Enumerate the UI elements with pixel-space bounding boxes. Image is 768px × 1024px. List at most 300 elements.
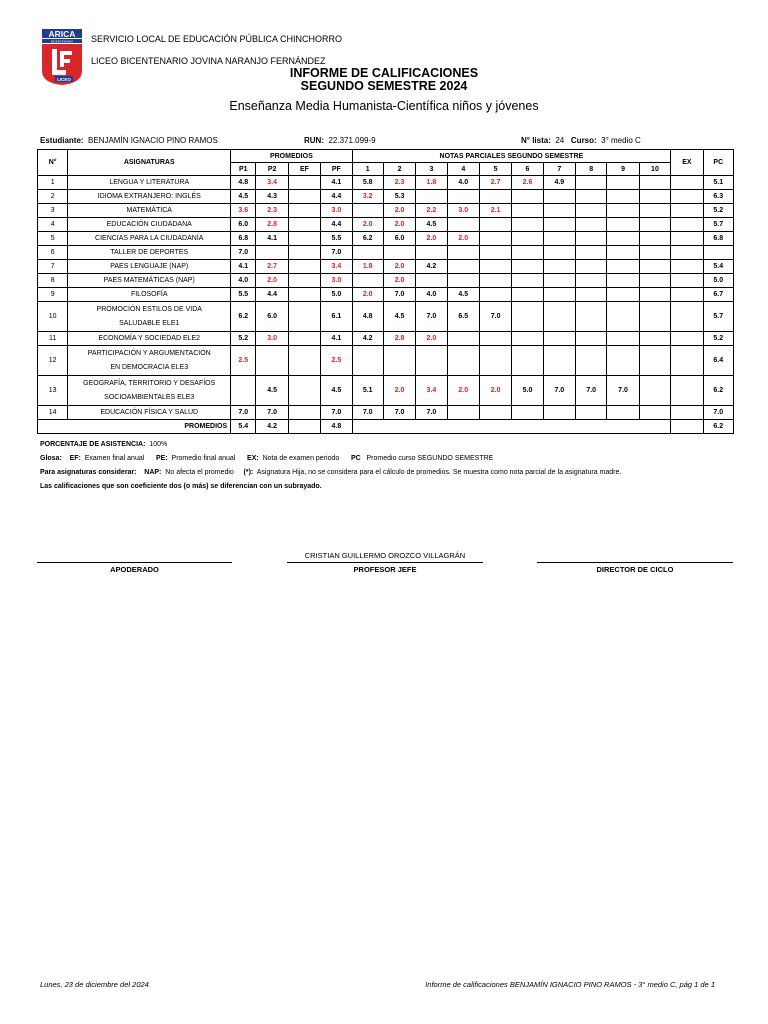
grade-ex	[671, 232, 703, 246]
total-empty-cell	[639, 420, 670, 434]
subject-name-line: PAES LENGUAJE (NAP)	[110, 263, 189, 270]
partial-grade-5: 2.1	[479, 204, 511, 218]
partial-grade-8	[576, 232, 607, 246]
partial-grade-1	[352, 274, 383, 288]
grade-ef	[288, 376, 320, 406]
grade-pc: 5.7	[703, 218, 733, 232]
row-number: 5	[38, 232, 68, 246]
partial-grade-1: 6.2	[352, 232, 383, 246]
partial-grade-4: 6.5	[447, 302, 479, 332]
glosa-key-pc: PC	[350, 455, 361, 462]
totals-label: PROMEDIOS	[38, 420, 231, 434]
partial-grade-8	[576, 346, 607, 376]
grade-pc: 5.1	[703, 176, 733, 190]
student-name-label: Estudiante:	[40, 136, 84, 145]
partial-grade-8	[576, 260, 607, 274]
total-p1: 5.4	[231, 420, 256, 434]
partial-grade-1: 7.0	[352, 406, 383, 420]
partial-grade-4: 2.0	[447, 232, 479, 246]
partial-grade-9	[607, 302, 639, 332]
col-header-nota-10: 10	[639, 163, 670, 176]
table-row	[38, 376, 734, 406]
grade-p2	[256, 246, 288, 260]
grade-p1: 5.5	[231, 288, 256, 302]
partial-grade-9	[607, 406, 639, 420]
grade-p2: 2.0	[256, 274, 288, 288]
grade-ex	[671, 274, 703, 288]
grade-p2: 2.3	[256, 204, 288, 218]
partial-grade-8	[576, 190, 607, 204]
partial-grade-9	[607, 218, 639, 232]
partial-grade-2: 7.0	[383, 406, 415, 420]
grade-pf: 4.4	[321, 190, 352, 204]
subject-name-line: TALLER DE DEPORTES	[110, 249, 189, 256]
grade-ex	[671, 376, 703, 406]
partial-grade-8	[576, 274, 607, 288]
partial-grade-3: 3.4	[416, 376, 447, 406]
total-empty-cell	[607, 420, 639, 434]
org-name-2: LICEO BICENTENARIO JOVINA NARANJO FERNÁNDEZ	[91, 56, 326, 66]
col-header-ex: EX	[671, 150, 703, 176]
totals-row	[38, 420, 734, 434]
grade-ef	[288, 274, 320, 288]
total-p2: 4.2	[256, 420, 288, 434]
table-row	[38, 218, 734, 232]
subject-name	[68, 190, 231, 204]
grade-pf: 4.5	[321, 376, 352, 406]
subject-name	[68, 274, 231, 288]
grade-pc: 5.0	[703, 274, 733, 288]
subject-name-line: LENGUA Y LITERATURA	[109, 179, 190, 186]
teacher-name: CRISTIAN GUILLERMO OROZCO VILLAGRÁN	[304, 551, 466, 560]
partial-grade-5	[479, 246, 511, 260]
partial-grade-4	[447, 332, 479, 346]
partial-grade-1: 1.8	[352, 260, 383, 274]
student-run: 22.371.099-9	[328, 136, 376, 145]
student-run-row	[304, 136, 376, 145]
row-number: 9	[38, 288, 68, 302]
partial-grade-8	[576, 332, 607, 346]
subject-name	[68, 232, 231, 246]
partial-grade-8	[576, 204, 607, 218]
signature-label-profesor: PROFESOR JEFE	[353, 565, 417, 574]
partial-grade-3	[416, 346, 447, 376]
table-row	[38, 190, 734, 204]
row-number: 12	[38, 346, 68, 376]
partial-grade-2: 4.5	[383, 302, 415, 332]
col-header-pc: PC	[703, 150, 733, 176]
glosa-line	[40, 455, 493, 462]
partial-grade-1: 3.2	[352, 190, 383, 204]
partial-grade-10	[639, 406, 670, 420]
attendance-value: 100%	[149, 441, 168, 448]
table-row	[38, 246, 734, 260]
col-header-subject: ASIGNATURAS	[68, 150, 231, 176]
total-empty-cell	[576, 420, 607, 434]
partial-grade-4	[447, 274, 479, 288]
partial-grade-7	[543, 232, 575, 246]
partial-grade-8	[576, 288, 607, 302]
total-empty-cell	[352, 420, 383, 434]
partial-grade-6	[512, 190, 543, 204]
row-number: 8	[38, 274, 68, 288]
student-name-row	[40, 136, 218, 145]
partial-grade-9: 7.0	[607, 376, 639, 406]
grade-ef	[288, 246, 320, 260]
partial-grade-4	[447, 246, 479, 260]
partial-grade-7	[543, 218, 575, 232]
row-number: 11	[38, 332, 68, 346]
partial-grade-6	[512, 302, 543, 332]
grade-pf: 4.1	[321, 332, 352, 346]
partial-grade-4	[447, 190, 479, 204]
partial-grade-1	[352, 246, 383, 260]
partial-grade-10	[639, 332, 670, 346]
grade-pc: 6.4	[703, 346, 733, 376]
partial-grade-6	[512, 332, 543, 346]
subject-name-line: ECONOMÍA Y SOCIEDAD ELE2	[98, 335, 201, 342]
subject-name-line: SOCIOAMBIENTALES ELE3	[104, 393, 195, 401]
grade-p2	[256, 346, 288, 376]
grade-pc: 5.2	[703, 204, 733, 218]
partial-grade-5	[479, 346, 511, 376]
signature-line-director	[537, 562, 733, 563]
grade-p2: 4.5	[256, 376, 288, 406]
partial-grade-9	[607, 346, 639, 376]
partial-grade-5	[479, 218, 511, 232]
col-header-p2: P2	[256, 163, 288, 176]
partial-grade-2: 2.8	[383, 332, 415, 346]
partial-grade-3	[416, 190, 447, 204]
grade-p2: 3.0	[256, 332, 288, 346]
grade-pf: 6.1	[321, 302, 352, 332]
partial-grade-10	[639, 274, 670, 288]
partial-grade-3: 4.5	[416, 218, 447, 232]
signature-line-apoderado	[37, 562, 232, 563]
col-header-num: N°	[38, 150, 68, 176]
subject-name	[68, 376, 231, 406]
grade-ex	[671, 190, 703, 204]
student-course: 3° medio C	[601, 136, 641, 145]
grade-ex	[671, 204, 703, 218]
grade-pf: 3.0	[321, 204, 352, 218]
student-list-row	[521, 136, 641, 145]
partial-grade-2: 5.3	[383, 190, 415, 204]
partial-grade-3: 7.0	[416, 302, 447, 332]
grade-pf: 3.4	[321, 260, 352, 274]
row-number: 6	[38, 246, 68, 260]
grade-ef	[288, 218, 320, 232]
grade-ex	[671, 332, 703, 346]
subject-name-line: IDIOMA EXTRANJERO: INGLÉS	[97, 193, 201, 200]
grade-pc: 5.2	[703, 332, 733, 346]
nap-value: No afecta el promedio	[165, 469, 234, 476]
col-header-nota-9: 9	[607, 163, 639, 176]
grade-ef	[288, 232, 320, 246]
grade-p1: 6.8	[231, 232, 256, 246]
col-header-pf: PF	[321, 163, 352, 176]
consider-label: Para asignaturas considerar:	[40, 469, 137, 476]
row-number: 1	[38, 176, 68, 190]
partial-grade-5	[479, 260, 511, 274]
grade-p2: 2.8	[256, 218, 288, 232]
subject-name-line: FILOSOFÍA	[130, 291, 168, 298]
partial-grade-7	[543, 204, 575, 218]
grade-p2: 3.4	[256, 176, 288, 190]
grade-ef	[288, 190, 320, 204]
grade-ex	[671, 288, 703, 302]
grade-ef	[288, 346, 320, 376]
row-number: 10	[38, 302, 68, 332]
partial-grade-10	[639, 176, 670, 190]
partial-grade-4	[447, 346, 479, 376]
grade-p1: 7.0	[231, 406, 256, 420]
attendance-label: PORCENTAJE DE ASISTENCIA:	[40, 441, 146, 448]
partial-grade-7	[543, 190, 575, 204]
total-pf: 4.8	[321, 420, 352, 434]
partial-grade-1: 4.8	[352, 302, 383, 332]
partial-grade-10	[639, 346, 670, 376]
grade-p1: 5.2	[231, 332, 256, 346]
table-row	[38, 302, 734, 332]
grade-ef	[288, 406, 320, 420]
partial-grade-8	[576, 302, 607, 332]
col-header-nota-4: 4	[447, 163, 479, 176]
partial-grade-3: 4.2	[416, 260, 447, 274]
grade-p1: 4.5	[231, 190, 256, 204]
grades-table	[37, 149, 734, 434]
partial-grade-6	[512, 274, 543, 288]
partial-grade-7	[543, 288, 575, 302]
partial-grade-5	[479, 406, 511, 420]
grade-p2: 6.0	[256, 302, 288, 332]
partial-grade-10	[639, 218, 670, 232]
partial-grade-1: 5.8	[352, 176, 383, 190]
grade-pf: 4.4	[321, 218, 352, 232]
grade-ex	[671, 246, 703, 260]
student-name: BENJAMÍN IGNACIO PINO RAMOS	[88, 136, 218, 145]
partial-grade-9	[607, 190, 639, 204]
glosa-value-ef: Examen final anual	[84, 455, 145, 462]
row-number: 3	[38, 204, 68, 218]
grade-p1: 6.2	[231, 302, 256, 332]
subject-name	[68, 218, 231, 232]
total-empty-cell	[512, 420, 543, 434]
grade-ex	[671, 176, 703, 190]
grade-pc: 5.4	[703, 260, 733, 274]
list-label: N° lista:	[521, 136, 551, 145]
col-header-nota-3: 3	[416, 163, 447, 176]
partial-grade-7	[543, 332, 575, 346]
glosa-label: Glosa:	[40, 455, 62, 462]
total-empty-cell	[543, 420, 575, 434]
signature-label-director: DIRECTOR DE CICLO	[596, 565, 674, 574]
partial-grade-2: 6.0	[383, 232, 415, 246]
partial-grade-3: 2.2	[416, 204, 447, 218]
partial-grade-5: 2.0	[479, 376, 511, 406]
partial-grade-4	[447, 406, 479, 420]
grade-pf: 4.1	[321, 176, 352, 190]
subject-name-line: PARTICIPACIÓN Y ARGUMENTACIÓN	[87, 349, 211, 357]
grade-p2: 7.0	[256, 406, 288, 420]
grade-ex	[671, 218, 703, 232]
total-empty-cell	[447, 420, 479, 434]
partial-grade-1: 2.0	[352, 218, 383, 232]
partial-grade-3	[416, 246, 447, 260]
grade-p1	[231, 376, 256, 406]
subject-name-line: MATEMÁTICA	[126, 207, 172, 214]
org-name-1: SERVICIO LOCAL DE EDUCACIÓN PÚBLICA CHINCHORRO	[91, 34, 343, 44]
partial-grade-9	[607, 232, 639, 246]
partial-grade-6	[512, 288, 543, 302]
partial-grade-7	[543, 406, 575, 420]
col-header-nota-8: 8	[576, 163, 607, 176]
table-row	[38, 406, 734, 420]
partial-grade-3: 4.0	[416, 288, 447, 302]
partial-grade-6	[512, 218, 543, 232]
partial-grade-4: 3.0	[447, 204, 479, 218]
grade-pc: 6.3	[703, 190, 733, 204]
partial-grade-7: 7.0	[543, 376, 575, 406]
partial-grade-2: 2.0	[383, 274, 415, 288]
svg-text:BICENTENARIO: BICENTENARIO	[50, 39, 74, 44]
grade-pf: 2.5	[321, 346, 352, 376]
grade-p2: 2.7	[256, 260, 288, 274]
col-header-nota-7: 7	[543, 163, 575, 176]
glosa-value-ex: Nota de examen periodo	[262, 455, 340, 462]
grade-p1: 4.1	[231, 260, 256, 274]
col-header-nota-2: 2	[383, 163, 415, 176]
partial-grade-7	[543, 346, 575, 376]
partial-grade-2	[383, 246, 415, 260]
partial-grade-8: 7.0	[576, 376, 607, 406]
grade-p2: 4.4	[256, 288, 288, 302]
partial-grade-1	[352, 204, 383, 218]
grade-pc: 7.0	[703, 406, 733, 420]
total-empty-cell	[416, 420, 447, 434]
report-title: INFORME DE CALIFICACIONES	[289, 66, 479, 80]
partial-grade-9	[607, 176, 639, 190]
grade-p2: 4.3	[256, 190, 288, 204]
glosa-key-ef: EF:	[69, 455, 81, 462]
partial-grade-10	[639, 232, 670, 246]
partial-grade-6	[512, 204, 543, 218]
student-list-number: 24	[555, 136, 565, 145]
subject-name	[68, 346, 231, 376]
grade-pf: 5.0	[321, 288, 352, 302]
consider-line	[40, 469, 621, 476]
partial-grade-10	[639, 204, 670, 218]
partial-grade-6	[512, 260, 543, 274]
grade-ef	[288, 302, 320, 332]
subject-name	[68, 260, 231, 274]
partial-grade-5: 7.0	[479, 302, 511, 332]
signature-label-apoderado: APODERADO	[110, 565, 159, 574]
partial-grade-3	[416, 274, 447, 288]
partial-grade-2: 2.0	[383, 260, 415, 274]
partial-grade-7	[543, 260, 575, 274]
total-empty-cell	[479, 420, 511, 434]
row-number: 4	[38, 218, 68, 232]
partial-grade-9	[607, 288, 639, 302]
partial-grade-10	[639, 246, 670, 260]
grade-p2: 4.1	[256, 232, 288, 246]
partial-grade-4: 4.5	[447, 288, 479, 302]
report-semester: SEGUNDO SEMESTRE 2024	[300, 79, 468, 93]
table-row	[38, 232, 734, 246]
col-header-ef: EF	[288, 163, 320, 176]
partial-grade-5	[479, 232, 511, 246]
subject-name-line: PAES MATEMÁTICAS (NAP)	[103, 277, 195, 284]
total-pc: 6.2	[703, 420, 733, 434]
col-header-promedios: PROMEDIOS	[231, 150, 352, 163]
grade-pc: 6.8	[703, 232, 733, 246]
table-row	[38, 346, 734, 376]
star-key: (*):	[243, 469, 254, 476]
footer-date: Lunes, 23 de diciembre del 2024	[40, 980, 149, 989]
subject-name-line: PROMOCIÓN ESTILOS DE VIDA	[96, 305, 202, 313]
grade-pf: 7.0	[321, 406, 352, 420]
grade-pc: 5.7	[703, 302, 733, 332]
grade-ex	[671, 346, 703, 376]
grade-p1: 4.8	[231, 176, 256, 190]
row-number: 13	[38, 376, 68, 406]
subject-name	[68, 176, 231, 190]
partial-grade-2: 2.0	[383, 376, 415, 406]
subject-name	[68, 288, 231, 302]
partial-grade-6	[512, 246, 543, 260]
col-header-nota-1: 1	[352, 163, 383, 176]
grade-pf: 3.0	[321, 274, 352, 288]
partial-grade-9	[607, 332, 639, 346]
row-number: 2	[38, 190, 68, 204]
partial-grade-2	[383, 346, 415, 376]
total-ex	[671, 420, 703, 434]
attendance-line	[40, 441, 167, 448]
row-number: 14	[38, 406, 68, 420]
grade-pf: 5.5	[321, 232, 352, 246]
partial-grade-8	[576, 406, 607, 420]
partial-grade-7: 4.9	[543, 176, 575, 190]
table-row	[38, 204, 734, 218]
grade-p1: 3.6	[231, 204, 256, 218]
partial-grade-4	[447, 260, 479, 274]
grade-pc	[703, 246, 733, 260]
partial-grade-10	[639, 376, 670, 406]
partial-grade-2: 7.0	[383, 288, 415, 302]
glosa-value-pe: Promedio final anual	[171, 455, 236, 462]
subject-name-line: EDUCACIÓN CIUDADANA	[106, 221, 192, 228]
glosa-key-ex: EX:	[247, 455, 259, 462]
subject-name	[68, 204, 231, 218]
partial-grade-2: 2.0	[383, 204, 415, 218]
grade-ef	[288, 204, 320, 218]
grade-ex	[671, 302, 703, 332]
partial-grade-10	[639, 190, 670, 204]
partial-grade-5	[479, 190, 511, 204]
partial-grade-4: 2.0	[447, 376, 479, 406]
partial-grade-10	[639, 260, 670, 274]
subject-name-line: EDUCACIÓN FÍSICA Y SALUD	[100, 409, 199, 416]
partial-grade-8	[576, 218, 607, 232]
grade-pc: 6.7	[703, 288, 733, 302]
row-number: 7	[38, 260, 68, 274]
partial-grade-3: 2.0	[416, 232, 447, 246]
run-label: RUN:	[304, 136, 324, 145]
glosa-value-pc: Promedio curso SEGUNDO SEMESTRE	[366, 455, 494, 462]
partial-grade-7	[543, 246, 575, 260]
subject-name	[68, 302, 231, 332]
